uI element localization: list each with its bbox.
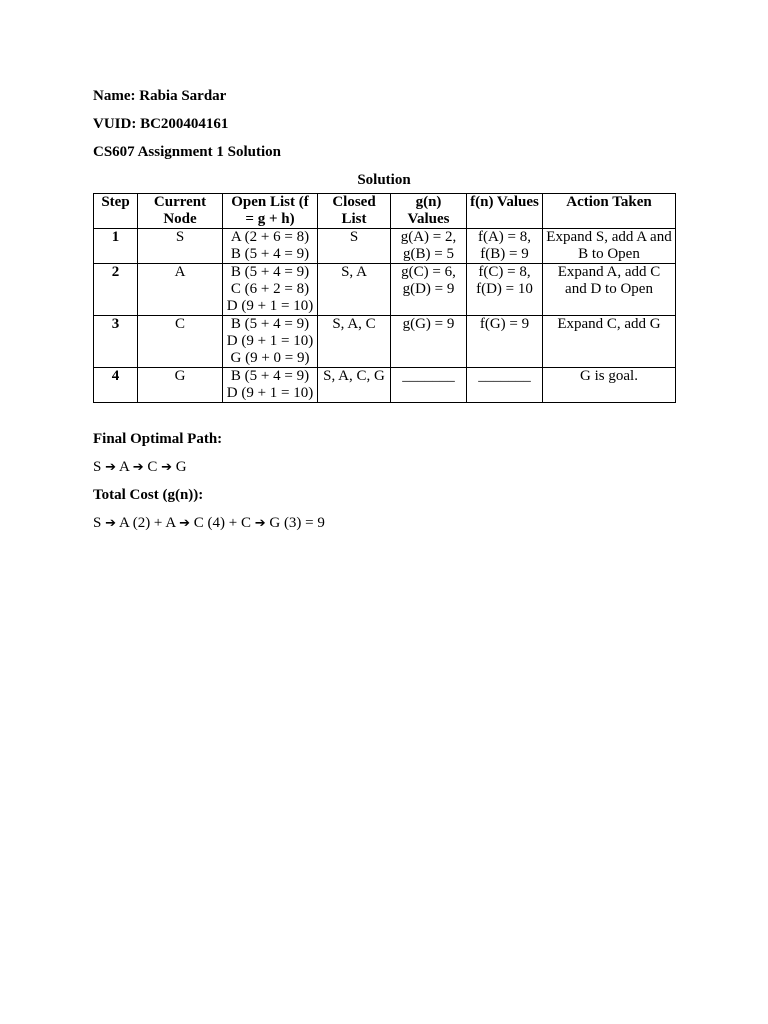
path-node: C (147, 459, 158, 475)
path-node: S (93, 459, 102, 475)
table-row (94, 264, 676, 316)
cell-g-values: g(G) = 9 (391, 316, 467, 368)
table-row (94, 316, 676, 368)
right-arrow-icon: ➔ (105, 516, 116, 531)
document-page (93, 86, 675, 541)
cell-node: G (138, 368, 223, 403)
cell-step: 2 (94, 264, 138, 316)
col-header-closed-list: Closed List (318, 194, 391, 229)
student-vuid: VUID: BC200404161 (93, 116, 229, 132)
open-list-entry: C (6 + 2 = 8) (230, 281, 310, 297)
table-row (94, 229, 676, 264)
cell-action: Expand S, add A and B to Open (543, 229, 676, 264)
right-arrow-icon: ➔ (105, 460, 116, 475)
cell-action: Expand A, add C and D to Open (543, 264, 676, 316)
final-path-heading: Final Optimal Path: (93, 431, 223, 447)
cell-open-list (223, 316, 318, 368)
col-header-g-values: g(n) Values (391, 194, 467, 229)
cell-step: 4 (94, 368, 138, 403)
cell-f-values: _______ (467, 368, 543, 403)
table-header-row (94, 194, 676, 229)
cost-segment: G (3) = 9 (269, 515, 325, 531)
right-arrow-icon: ➔ (161, 460, 173, 475)
solution-table (93, 193, 676, 403)
cell-step: 1 (94, 229, 138, 264)
table-row (94, 368, 676, 403)
open-list-entry: D (9 + 1 = 10) (226, 385, 314, 401)
cell-f-values: f(G) = 9 (467, 316, 543, 368)
right-arrow-icon: ➔ (132, 460, 144, 475)
open-list-entry: D (9 + 1 = 10) (226, 298, 314, 314)
section-title: Solution (357, 172, 411, 188)
cell-g-values: g(C) = 6, g(D) = 9 (391, 264, 467, 316)
cell-node: S (138, 229, 223, 264)
open-list-entry: A (2 + 6 = 8) (230, 229, 310, 245)
cell-action: G is goal. (543, 368, 676, 403)
col-header-step: Step (94, 194, 138, 229)
open-list-entry: D (9 + 1 = 10) (226, 333, 314, 349)
cost-segment: S (93, 515, 102, 531)
open-list-entry: B (5 + 4 = 9) (230, 368, 310, 384)
cell-step: 3 (94, 316, 138, 368)
cell-open-list (223, 368, 318, 403)
cell-g-values: _______ (391, 368, 467, 403)
open-list-entry: B (5 + 4 = 9) (230, 316, 310, 332)
cell-node: A (138, 264, 223, 316)
final-path (93, 457, 675, 485)
cost-segment: C (4) + C (193, 515, 251, 531)
cell-closed-list: S, A, C (318, 316, 391, 368)
cell-node: C (138, 316, 223, 368)
cell-closed-list: S, A, C, G (318, 368, 391, 403)
cell-action: Expand C, add G (543, 316, 676, 368)
right-arrow-icon: ➔ (254, 516, 266, 531)
right-arrow-icon: ➔ (179, 516, 190, 531)
col-header-open-list: Open List (f = g + h) (223, 194, 318, 229)
cell-f-values: f(A) = 8, f(B) = 9 (467, 229, 543, 264)
col-header-current-node: Current Node (138, 194, 223, 229)
cell-closed-list: S, A (318, 264, 391, 316)
open-list-entry: G (9 + 0 = 9) (230, 350, 310, 366)
total-cost-heading: Total Cost (g(n)): (93, 487, 204, 503)
total-cost-expression (93, 513, 675, 541)
cell-f-values: f(C) = 8, f(D) = 10 (467, 264, 543, 316)
col-header-action: Action Taken (543, 194, 676, 229)
cell-open-list (223, 264, 318, 316)
cell-closed-list: S (318, 229, 391, 264)
path-node: A (118, 459, 129, 475)
open-list-entry: B (5 + 4 = 9) (230, 246, 310, 262)
cell-open-list (223, 229, 318, 264)
student-name: Name: Rabia Sardar (93, 88, 227, 104)
cost-segment: A (2) + A (118, 515, 176, 531)
col-header-f-values: f(n) Values (467, 194, 543, 229)
path-node: G (175, 459, 187, 475)
open-list-entry: B (5 + 4 = 9) (230, 264, 310, 280)
cell-g-values: g(A) = 2, g(B) = 5 (391, 229, 467, 264)
assignment-title: CS607 Assignment 1 Solution (93, 144, 281, 160)
